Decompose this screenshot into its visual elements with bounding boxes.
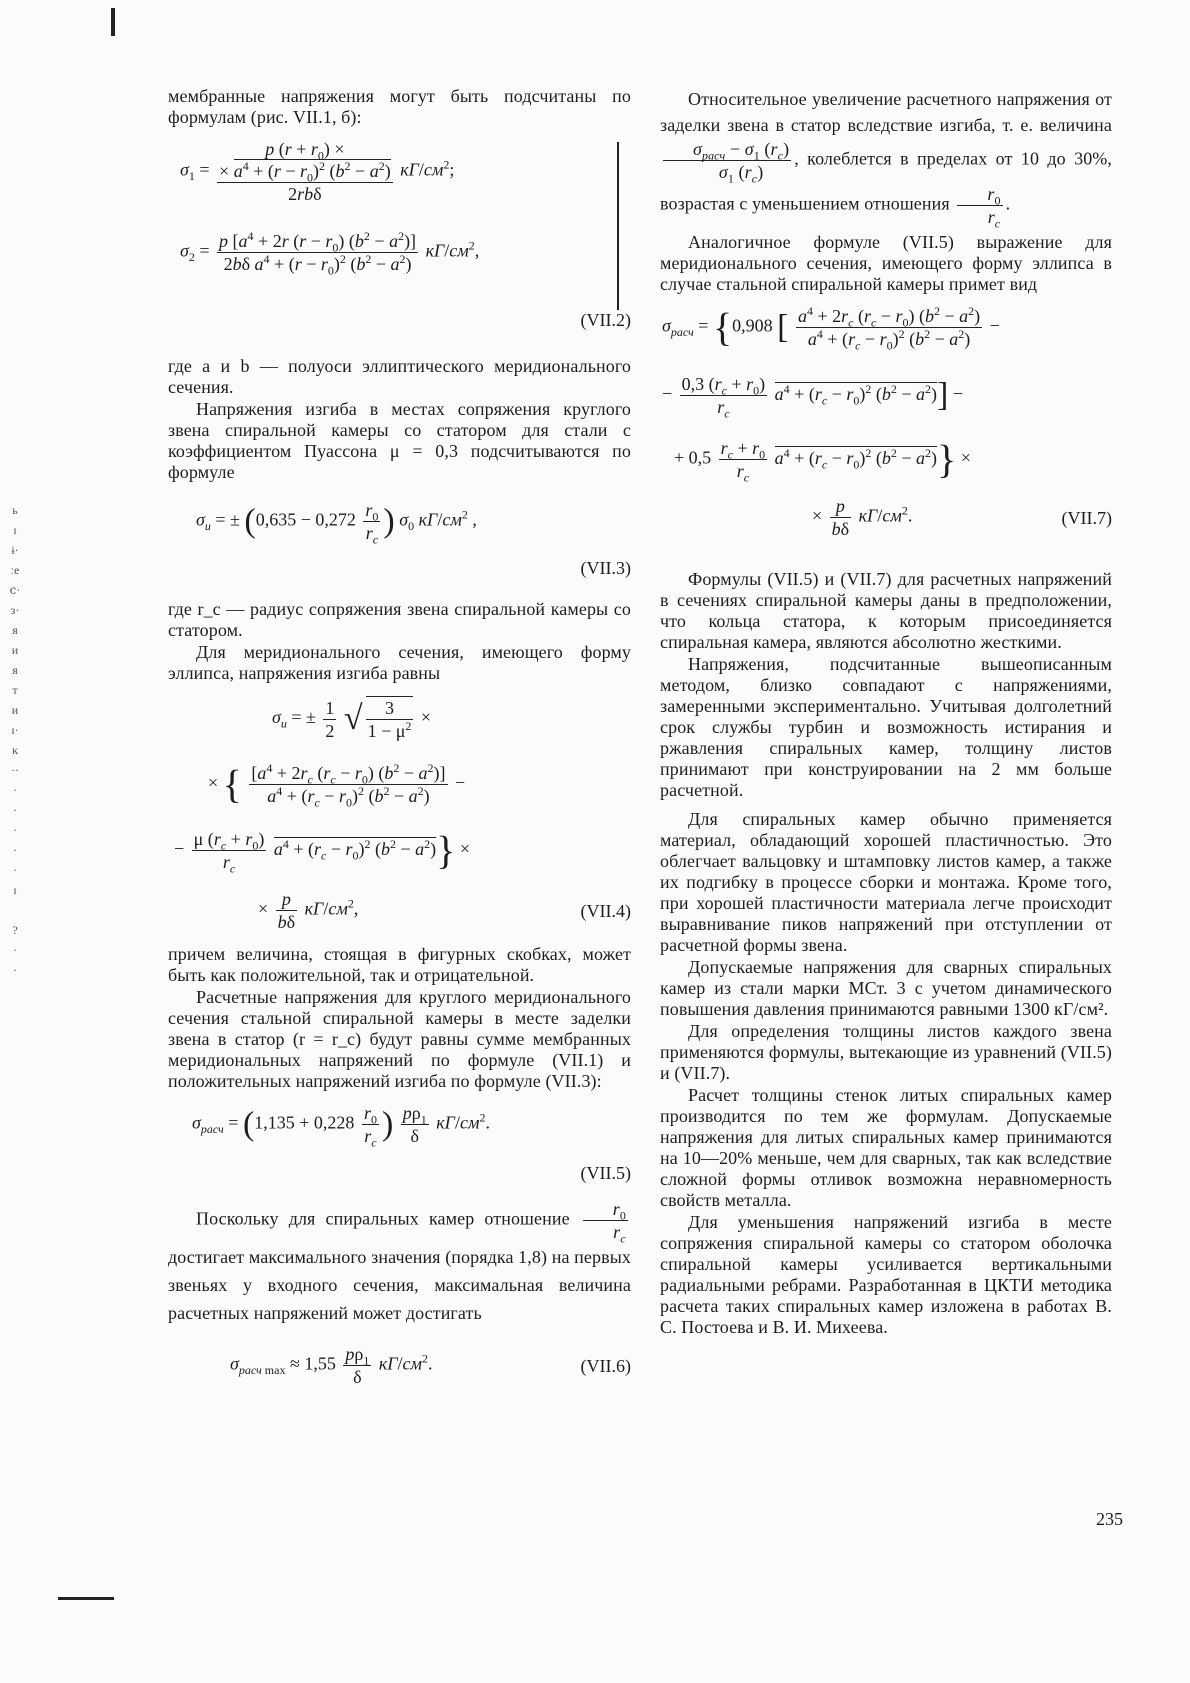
paragraph: Для уменьшения напряжений изгиба в месте сопряжения спиральной камеры со статором оболочка спиральной камеры усиливается вертикальными радиальными ребрами. Разработанная в ЦКТИ методика расчета таких спиральных камер изложена в работах В. С. Постоева и В. И. Михеева. [660, 1212, 1112, 1337]
equation-tag: (VII.3) [580, 558, 631, 578]
formula-vii-7: $\sigma_{расч} = \{0,908$ [ $\frac{a^4 + 2r_c (r_c - r_0) (b^2 - a^2)}{a^4 + (r_c - r_0)^2 (b^2 - a^2)}$ − − $\frac{0,3 (r_c + r_0)}{r_c}$ $a^4 + (r_c - r_0)^2$ $(b^2 - a^2)$] − + 0,5 $\frac{r_c + r_0}{r_c}$ $a^4 + (r_c - r_0)^2$ $(b^2 - a^2)$} × × $\frac{p}{b\delta}$ $кГ/см^2$. (VII.7) [662, 304, 1112, 539]
paragraph: Относительное увеличение расчетного напряжения от заделки звена в статор вследствие изгиба, т. е. величина $\frac{\sigma_{расч} - \sigma_1 (r_c)}{\sigma_1 (r_c)}$ , колеблется в пределах от 10 до 30%, возрастая с уменьшением отношения $\frac{r_0}{r_c}$ . [660, 89, 1112, 231]
formula-vii-4: $\sigma_u$ = ± $\frac{1}{2}$ √ $\frac{3}{1 - \mu^2}$ × × { $\frac{[a^4 + 2r_c (r_c - r_0) (b^2 - a^2)]}{a^4 + (r_c - r_0)^2 (b^2 - a^2)}$ − − $\frac{\mu (r_c + r_0)}{r_c}$ $a^4 + (r_c - r_0)^2$ $(b^2 - a^2)$} × × $\frac{p}{b\delta}$ $кГ/см^2$, (VII.4) [174, 697, 631, 932]
paragraph: Напряжения изгиба в местах сопряжения круглого звена спиральной камеры со статором для стали с коэффициентом Пуассона μ = 0,3 подсчитываются по формуле [168, 399, 631, 482]
formula-vii-3: $\sigma_u$ = ± (0,635 − 0,272 $\frac{r_0}{r_c}$ ) $\sigma_0$ $кГ/см^2$ , (VII.3) [196, 500, 631, 578]
equation-tag: (VII.6) [580, 1356, 631, 1376]
paragraph: Для определения толщины листов каждого звена применяются формулы, вытекающие из уравнений (VII.5) и (VII.7). [660, 1021, 1112, 1083]
scan-artifact-bottom [58, 1597, 114, 1600]
page-number: 235 [1096, 1509, 1123, 1529]
formula-vii-2: $\sigma_1$ = p $(r + r_0)$ × × $a^4 + (r - r_0)^2$ $(b^2 - a^2)$ 2rbδ $кГ/см^2$; $\sigma_2$ = $\frac{p [a^4 + 2r (r - r_0) (b^2 - a^2)]}{2b\delta a^4 + (r - r_0)^2 (b^2 - a^2)}$ $кГ/см^2$, (VII.2) [180, 139, 631, 330]
paragraph: Расчет толщины стенок литых спиральных камер производится по тем же формулам. Допускаемые напряжения для литых спиральных камер принимаются на 10—20% меньше, чем для сварных, так как вследствие сложной формы отливок возможна неравномерность свойств металла. [660, 1085, 1112, 1210]
paragraph: Поскольку для спиральных камер отношение $\frac{r_0}{r_c}$ достигает максимального значения (порядка 1,8) на первых звеньях у входного сечения, максимальная величина расчетных напряжений может достигать [168, 1199, 631, 1323]
left-column [168, 86, 631, 1395]
equation-tag: (VII.7) [1061, 508, 1112, 528]
formula-vii-6: $\sigma_{расч max} \approx 1,55$ $\frac{p\rho_1}{\delta}$ $кГ/см^2$. (VII.6) [230, 1344, 631, 1387]
right-column [660, 86, 1112, 1338]
paragraph: мембранные напряжения могут быть подсчитаны по формулам (рис. VII.1, б): [168, 86, 631, 127]
paragraph: где a и b — полуоси эллиптического меридионального сечения. [168, 356, 631, 397]
paragraph: Допускаемые напряжения для сварных спиральных камер из стали марки МСт. 3 с учетом динамического повышения давления принимаются равными 1300 кГ/см². [660, 957, 1112, 1019]
paragraph: Расчетные напряжения для круглого меридионального сечения стальной спиральной камеры в месте заделки звена в статор (r = r_c) будут равны сумме мембранных меридиональных напряжений по формуле (VII.1) и положительных напряжений изгиба по формуле (VII.3): [168, 987, 631, 1091]
paragraph: где r_c — радиус сопряжения звена спиральной камеры со статором. [168, 599, 631, 640]
equation-tag: (VII.5) [580, 1163, 631, 1183]
paragraph: Для спиральных камер обычно применяется материал, обладающий хорошей пластичностью. Это облегчает вальцовку и штамповку листов камер, а также их подгибку в процессе сборки и монтажа. Кроме того, при хорошей пластичности материала легче происходит выравнивание пиков напряжений при отступлении от расчетной формы звена. [660, 809, 1112, 955]
equation-tag: (VII.2) [580, 310, 631, 330]
paragraph: Формулы (VII.5) и (VII.7) для расчетных напряжений в сечениях спиральной камеры даны в предположении, что кольца статора, к которым присоединяется спиральная камера, являются абсолютно жесткими. [660, 569, 1112, 652]
paragraph: Аналогичное формуле (VII.5) выражение для меридионального сечения, имеющего форму эллипса в случае стальной спиральной камеры примет вид [660, 232, 1112, 294]
equation-tag: (VII.4) [580, 901, 631, 921]
scan-artifact-top [111, 8, 115, 36]
formula-vii-5: $\sigma_{расч} = (1,135 + 0,228$ $\frac{r_0}{r_c}$ ) $\frac{p\rho_1}{\delta}$ $кГ/см^2$. (VII.5) [192, 1103, 631, 1183]
margin-marks: ь ɪ ɨ· ːe ⅽ· з· я и я т и ɪ· к ·· · · · · · ɪ ? · · [9, 503, 21, 977]
paragraph: причем величина, стоящая в фигурных скобках, может быть как положительной, так и отрицательной. [168, 944, 631, 985]
paragraph: Напряжения, подсчитанные вышеописанным методом, близко совпадают с напряжениями, замеренными экспериментально. Учитывая долголетний срок службы турбин и возможность истирания и ржавления спиральных камер, толщину листов принимают при конструировании на 2 мм больше расчетной. [660, 654, 1112, 800]
paragraph: Для меридионального сечения, имеющего форму эллипса, напряжения изгиба равны [168, 642, 631, 683]
